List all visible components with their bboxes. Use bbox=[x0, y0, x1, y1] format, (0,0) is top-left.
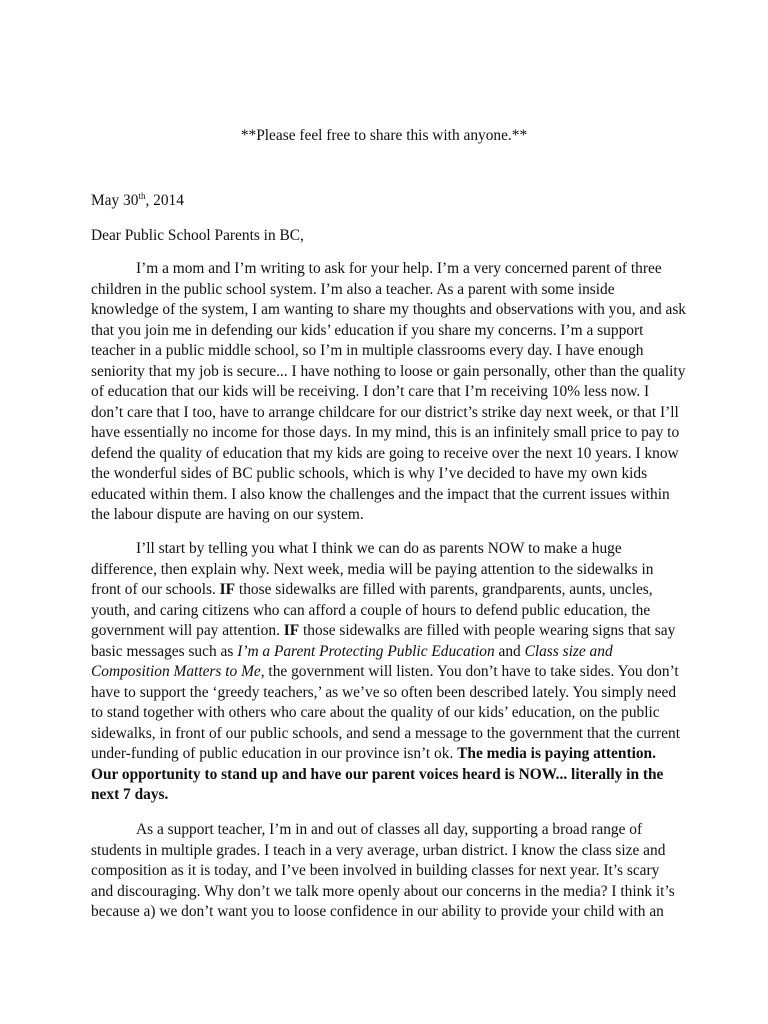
text-run: front of our schools. bbox=[91, 581, 220, 598]
paragraph-line: of education that our kids will be receiving. I don’t care that I’m receiving 10% less now. I bbox=[91, 383, 650, 400]
paragraph-line: I’m a mom and I’m writing to ask for your help. I’m a very concerned parent of three bbox=[136, 260, 662, 277]
paragraph-line bbox=[91, 621, 695, 642]
paragraph-line: composition as it is today, and I’ve been involved in building classes for next year. It’s scary bbox=[91, 862, 660, 879]
text-run: under-funding of public education in our province isn’t ok. bbox=[91, 745, 458, 762]
paragraph-line bbox=[91, 580, 695, 601]
paragraph-line: knowledge of the system, I am wanting to share my thoughts and observations with you, and ask bbox=[91, 301, 687, 318]
sign-message-2: Class size and bbox=[524, 642, 613, 660]
text-run: those sidewalks are filled with parents, grandparents, aunts, uncles, bbox=[235, 581, 653, 598]
date-suffix: th bbox=[138, 190, 146, 201]
paragraph-line: have to support the ‘greedy teachers,’ as we’ve so often been described lately. You simply need bbox=[91, 683, 677, 701]
text-run: those sidewalks are filled with people wearing signs that say bbox=[299, 622, 676, 639]
paragraph-line: have essentially no income for those days. In my mind, this is an infinitely small price to pay to bbox=[91, 424, 680, 441]
date-year: , 2014 bbox=[145, 192, 184, 209]
paragraph-line: difference, then explain why. Next week, media will be paying attention to the sidewalks in bbox=[91, 560, 654, 578]
paragraph-line bbox=[91, 765, 695, 786]
sign-message-2-cont: Composition Matters to Me, bbox=[91, 663, 265, 680]
share-note: **Please feel free to share this with anyone.** bbox=[240, 127, 528, 144]
paragraph-line: and discouraging. Why don’t we talk more openly about our concerns in the media? I think it’s bbox=[91, 882, 675, 900]
paragraph-line: children in the public school system. I’m also a teacher. As a parent with some inside bbox=[91, 280, 615, 298]
paragraph-line bbox=[91, 642, 695, 663]
paragraph-line: As a support teacher, I’m in and out of classes all day, supporting a broad range of bbox=[136, 821, 643, 838]
paragraph-line: educated within them. I also know the challenges and the impact that the current issues within bbox=[91, 485, 670, 503]
paragraph-line bbox=[91, 662, 695, 683]
paragraph-3 bbox=[91, 820, 695, 923]
text-run: the government will listen. You don’t have to take sides. You don’t bbox=[264, 663, 679, 680]
paragraph-line: that you join me in defending our kids’ education if you share my concerns. I’m a support bbox=[91, 321, 644, 339]
text-run: and bbox=[494, 642, 525, 660]
text-run: basic messages such as bbox=[91, 642, 238, 660]
paragraph-line: the wonderful sides of BC public schools, which is why I’ve decided to have my own kids bbox=[91, 465, 648, 482]
paragraph-line: defend the quality of education that my kids are going to receive over the next 10 years. I know bbox=[91, 444, 679, 462]
paragraph-line: the labour dispute are having on our system. bbox=[91, 506, 364, 523]
paragraph-line bbox=[91, 744, 695, 765]
text-run: government will pay attention. bbox=[91, 622, 284, 639]
paragraph-line: don’t care that I too, have to arrange childcare for our district’s strike day next week, or that I’ll bbox=[91, 403, 679, 421]
sign-message-1: I’m a Parent Protecting Public Education bbox=[237, 642, 495, 660]
date-month-day: May 30 bbox=[91, 192, 139, 209]
emphasis-text: next 7 days. bbox=[91, 786, 169, 803]
paragraph-1 bbox=[91, 259, 695, 526]
emphasis-text: Our opportunity to stand up and have our parent voices heard is NOW... literally in the bbox=[91, 765, 664, 783]
salutation: Dear Public School Parents in BC, bbox=[91, 227, 304, 244]
paragraph-2 bbox=[91, 539, 695, 806]
paragraph-line: youth, and caring citizens who can afford a couple of hours to defend public education, the bbox=[91, 601, 651, 619]
paragraph-line: seniority that my job is secure... I have nothing to loose or gain personally, other than the quality bbox=[91, 362, 686, 380]
emphasis-text: The media is paying attention. bbox=[457, 745, 656, 762]
paragraph-line: because a) we don’t want you to loose confidence in our ability to provide your child with an bbox=[91, 903, 664, 920]
paragraph-line bbox=[91, 785, 695, 806]
paragraph-line: teacher in a public middle school, so I’m in multiple classrooms every day. I have enough bbox=[91, 342, 644, 359]
paragraph-line: I’ll start by telling you what I think we can do as parents NOW to make a huge bbox=[136, 540, 622, 557]
emphasis-if: IF bbox=[283, 622, 300, 639]
letter-date bbox=[91, 191, 184, 212]
paragraph-line: to stand together with others who care about the quality of our kids’ education, on the public bbox=[91, 704, 660, 721]
emphasis-if: IF bbox=[219, 581, 236, 598]
paragraph-line: students in multiple grades. I teach in a very average, urban district. I know the class size and bbox=[91, 841, 666, 859]
paragraph-line: sidewalks, in front of our public schools, and send a message to the government that the current bbox=[91, 724, 680, 742]
